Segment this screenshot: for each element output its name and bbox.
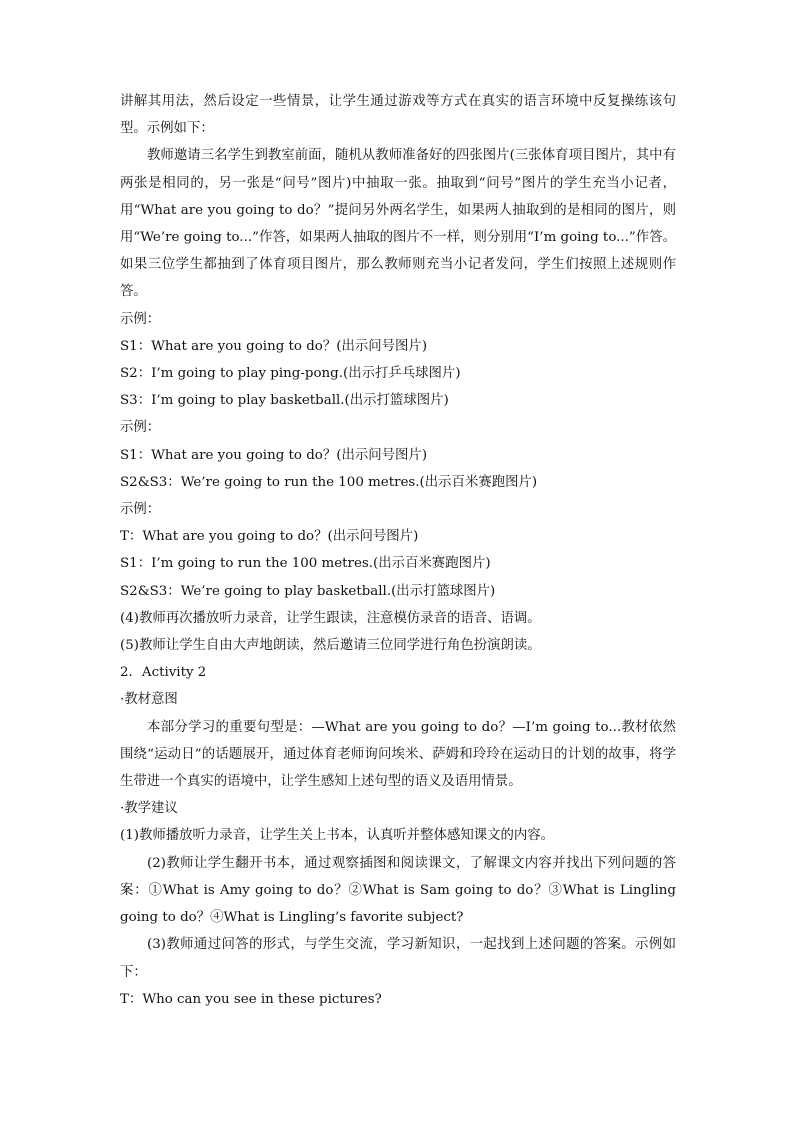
- dialogue-line: T：What are you going to do？(出示问号图片): [120, 529, 419, 545]
- dialogue-line: S1：I’m going to run the 100 metres.(出示百米赛跑图片): [120, 556, 491, 572]
- paragraph-game-description: 教师邀请三名学生到教室前面，随机从教师准备好的四张图片(三张体育项目图片，其中有两张是相同的，另一张是“问号”图片)中抽取一张。抽取到“问号”图片的学生充当小记者，用“What are you going to do？”提问另外两名学生，如果两人抽取到的是相同的图片，则用“We’re going to...”作答，如果两人抽取的图片不一样，则分别用“I’m going to...”作答。如果三位学生都抽到了体育项目图片，那么教师则充当小记者发问，学生们按照上述规则作答。: [120, 148, 676, 300]
- document-page: [120, 88, 676, 1013]
- dialogue-line: S2&S3：We’re going to run the 100 metres.(出示百米赛跑图片): [120, 474, 538, 490]
- paragraph-activity2-intent: 本部分学习的重要句型是：—What are you going to do？—I’m going to...教材依然围绕“运动日”的话题展开，通过体育老师询问埃米、萨姆和玲玲在运动日的计划的故事，将学生带进一个真实的语境中，让学生感知上述句型的语义及语用情景。: [120, 719, 676, 790]
- step-5: (5)教师让学生自由大声地朗读，然后邀请三位同学进行角色扮演朗读。: [120, 638, 541, 654]
- dialogue-line: T：Who can you see in these pictures?: [120, 991, 382, 1007]
- dialogue-line: S1：What are you going to do？(出示问号图片): [120, 338, 428, 354]
- subheading-material-intent: ·教材意图: [120, 692, 178, 708]
- paragraph-step-2: (2)教师让学生翻开书本，通过观察插图和阅读课文，了解课文内容并找出下列问题的答案：①What is Amy going to do？②What is Sam going to do？③What is Lingling going to do？④What is Lingling’s favorite subject?: [120, 855, 676, 926]
- paragraph-intro-continued: 讲解其用法，然后设定一些情景，让学生通过游戏等方式在真实的语言环境中反复操练该句型。示例如下：: [120, 94, 676, 137]
- section-heading-activity-2: 2．Activity 2: [120, 665, 207, 681]
- dialogue-line: S2&S3：We’re going to play basketball.(出示打篮球图片): [120, 583, 496, 599]
- dialogue-line: S3：I’m going to play basketball.(出示打篮球图片): [120, 393, 449, 409]
- paragraph-step-3: (3)教师通过问答的形式，与学生交流，学习新知识，一起找到上述问题的答案。示例如下：: [120, 937, 676, 980]
- dialogue-line: S2：I’m going to play ping-pong.(出示打乒乓球图片): [120, 366, 461, 382]
- step-4: (4)教师再次播放听力录音，让学生跟读，注意模仿录音的语音、语调。: [120, 610, 541, 626]
- example-label: 示例：: [120, 311, 161, 327]
- example-label: 示例：: [120, 420, 161, 436]
- dialogue-line: S1：What are you going to do？(出示问号图片): [120, 447, 428, 463]
- step-1: (1)教师播放听力录音，让学生关上书本，认真听并整体感知课文的内容。: [120, 828, 555, 844]
- example-label: 示例：: [120, 502, 161, 518]
- subheading-teaching-suggestions: ·教学建议: [120, 801, 178, 817]
